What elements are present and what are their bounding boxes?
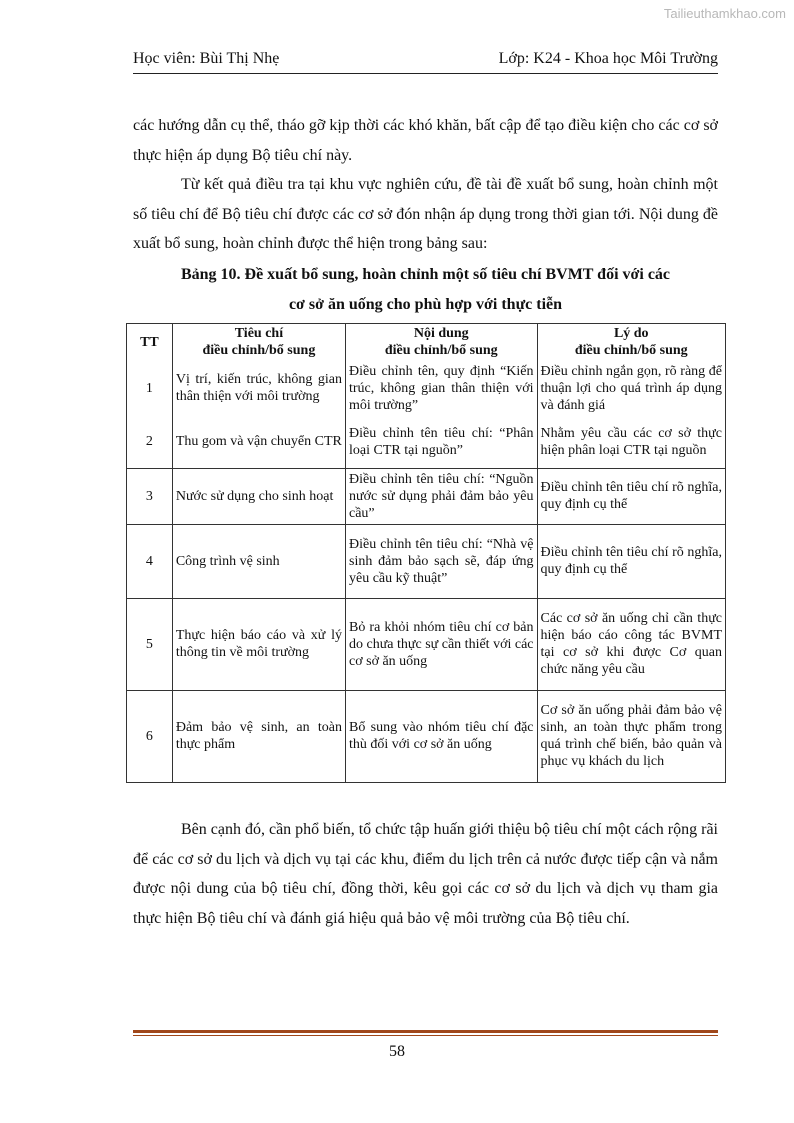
table-row bbox=[127, 690, 726, 782]
cell-content: Điều chỉnh tên, quy định “Kiến trúc, không gian thân thiện với môi trường” bbox=[346, 360, 538, 416]
header-criterion bbox=[172, 324, 345, 361]
cell-criterion: Nước sử dụng cho sinh hoạt bbox=[172, 468, 345, 524]
cell-tt: 2 bbox=[127, 416, 173, 468]
table-header-row bbox=[127, 324, 726, 361]
header-divider bbox=[133, 73, 718, 74]
cell-reason: Điều chỉnh tên tiêu chí rõ nghĩa, quy định cụ thể bbox=[537, 524, 725, 598]
footer-rule-thick bbox=[133, 1030, 718, 1033]
cell-tt: 5 bbox=[127, 598, 173, 690]
cell-reason: Nhằm yêu cầu các cơ sở thực hiện phân loại CTR tại nguồn bbox=[537, 416, 725, 468]
cell-content: Điều chỉnh tên tiêu chí: “Nguồn nước sử dụng phải đảm bảo yêu cầu” bbox=[346, 468, 538, 524]
header-reason bbox=[537, 324, 725, 361]
cell-reason: Các cơ sở ăn uống chỉ cần thực hiện báo cáo công tác BVMT tại cơ sở khi được Cơ quan chức năng yêu cầu bbox=[537, 598, 725, 690]
cell-reason: Cơ sở ăn uống phải đảm bảo vệ sinh, an toàn thực phẩm trong quá trình chế biến, bảo quản và phục vụ khách du lịch bbox=[537, 690, 725, 782]
header-content-line1: Nội dung bbox=[413, 326, 469, 341]
cell-criterion: Thực hiện báo cáo và xử lý thông tin về môi trường bbox=[172, 598, 345, 690]
header-content bbox=[346, 324, 538, 361]
cell-reason: Điều chỉnh tên tiêu chí rõ nghĩa, quy định cụ thể bbox=[537, 468, 725, 524]
table-row bbox=[127, 360, 726, 416]
cell-content: Bổ sung vào nhóm tiêu chí đặc thù đối với cơ sở ăn uống bbox=[346, 690, 538, 782]
table-row bbox=[127, 598, 726, 690]
paragraph-2: Từ kết quả điều tra tại khu vực nghiên cứu, đề tài đề xuất bổ sung, hoàn chỉnh một số tiêu chí để Bộ tiêu chí được các cơ sở đón nhận áp dụng trong thời gian tới. Nội dung đề xuất bổ sung, hoàn chỉnh được thể hiện trong bảng sau: bbox=[133, 176, 718, 252]
cell-reason: Điều chỉnh ngắn gọn, rõ ràng để thuận lợi cho quá trình áp dụng và đánh giá bbox=[537, 360, 725, 416]
cell-criterion: Vị trí, kiến trúc, không gian thân thiện với môi trường bbox=[172, 360, 345, 416]
criteria-table bbox=[126, 323, 726, 783]
watermark-text: Tailieuthamkhao.com bbox=[663, 6, 786, 21]
header-student: Học viên: Bùi Thị Nhẹ bbox=[133, 50, 280, 67]
cell-criterion: Công trình vệ sinh bbox=[172, 524, 345, 598]
page-number: 58 bbox=[389, 1043, 405, 1060]
footer-rule-thin bbox=[133, 1035, 718, 1036]
table-row bbox=[127, 416, 726, 468]
header-class: Lớp: K24 - Khoa học Môi Trường bbox=[498, 50, 718, 67]
page-header bbox=[133, 50, 718, 72]
paragraph-3: Bên cạnh đó, cần phổ biến, tổ chức tập huấn giới thiệu bộ tiêu chí một cách rộng rãi để các cơ sở du lịch và dịch vụ tại các khu, điểm du lịch trên cả nước được tiếp cận và nắm được nội dung của bộ tiêu chí, đồng thời, kêu gọi các cơ sở du lịch và dịch vụ tham gia thực hiện Bộ tiêu chí và đánh giá hiệu quả bảo vệ môi trường của Bộ tiêu chí. bbox=[133, 821, 718, 927]
cell-criterion: Đảm bảo vệ sinh, an toàn thực phẩm bbox=[172, 690, 345, 782]
table-caption-line-1: Bảng 10. Đề xuất bổ sung, hoàn chỉnh một số tiêu chí BVMT đối với các bbox=[180, 266, 671, 283]
table-row bbox=[127, 468, 726, 524]
cell-tt: 3 bbox=[127, 468, 173, 524]
table-caption-line-2: cơ sở ăn uống cho phù hợp với thực tiễn bbox=[288, 296, 563, 313]
paragraph-1: các hướng dẫn cụ thể, tháo gỡ kịp thời các khó khăn, bất cập để tạo điều kiện cho các cơ sở thực hiện áp dụng Bộ tiêu chí này. bbox=[133, 117, 718, 164]
cell-tt: 6 bbox=[127, 690, 173, 782]
cell-content: Điều chỉnh tên tiêu chí: “Phân loại CTR tại nguồn” bbox=[346, 416, 538, 468]
cell-content: Bỏ ra khỏi nhóm tiêu chí cơ bản do chưa thực sự cần thiết với các cơ sở ăn uống bbox=[346, 598, 538, 690]
header-reason-line2: điều chỉnh/bổ sung bbox=[574, 343, 688, 358]
header-reason-line1: Lý do bbox=[613, 326, 649, 341]
cell-tt: 4 bbox=[127, 524, 173, 598]
header-criterion-line2: điều chỉnh/bổ sung bbox=[202, 343, 316, 358]
header-content-line2: điều chỉnh/bổ sung bbox=[384, 343, 498, 358]
cell-tt: 1 bbox=[127, 360, 173, 416]
header-tt: TT bbox=[127, 324, 173, 361]
cell-criterion: Thu gom và vận chuyển CTR bbox=[172, 416, 345, 468]
header-criterion-line1: Tiêu chí bbox=[234, 326, 284, 341]
table-row bbox=[127, 524, 726, 598]
cell-content: Điều chỉnh tên tiêu chí: “Nhà vệ sinh đảm bảo sạch sẽ, đáp ứng yêu cầu kỹ thuật” bbox=[346, 524, 538, 598]
